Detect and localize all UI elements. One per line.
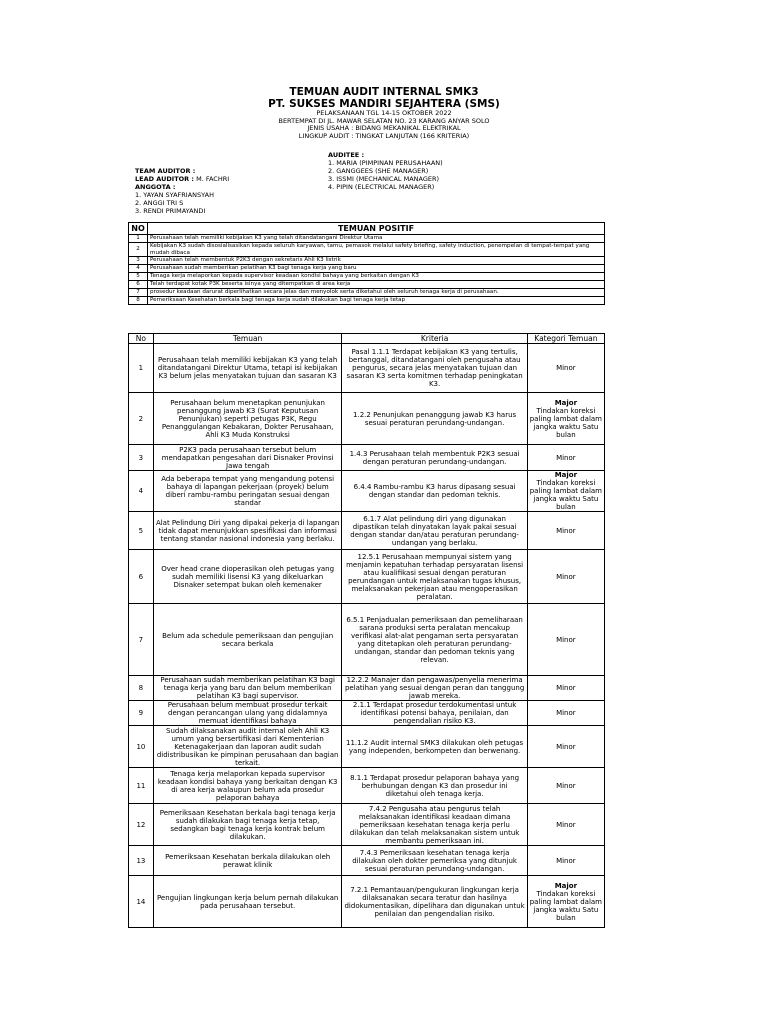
team-auditor-label: TEAM AUDITOR : bbox=[135, 167, 196, 175]
finding-text: Ada beberapa tempat yang mengandung potensi bahaya di lapangan pekerjaan (proyek) belum diberi rambu-rambu peringatan sesuai dengan standar bbox=[153, 471, 342, 512]
criteria-text: Pasal 1.1.1 Terdapat kebijakan K3 yang tertulis, bertanggal, ditandatangani oleh pengusaha atau pengurus, secara jelas menyatakan tujuan dan sasaran K3 serta komitmen terhadap peningkatan K3. bbox=[342, 344, 527, 393]
row-number: 11 bbox=[129, 768, 154, 804]
major-label: Major bbox=[554, 471, 578, 479]
finding-category bbox=[527, 804, 604, 846]
column-header-no: NO bbox=[129, 223, 148, 235]
finding-category bbox=[527, 445, 604, 471]
finding-category bbox=[527, 393, 604, 445]
table-row bbox=[129, 289, 605, 297]
team-member: 2. ANGGI TRI S bbox=[135, 199, 184, 207]
finding-category bbox=[527, 876, 604, 928]
criteria-text: 7.4.3 Pemeriksaan kesehatan tenaga kerja dilakukan oleh dokter pemeriksa yang ditunjuk sesuai peraturan perundang-undangan. bbox=[342, 846, 527, 876]
finding-text: Sudah dilaksanakan audit internal oleh Ahli K3 umum yang bersertifikasi dari Kementerian Ketenagakerjaan dan laporan audit sudah didistribusikan ke pimpinan perusahaan dan bagian terkait. bbox=[153, 726, 342, 768]
criteria-text: 11.1.2 Audit internal SMK3 dilakukan oleh petugas yang independen, berkompeten dan berwenang. bbox=[342, 726, 527, 768]
category-text: Tindakan koreksi paling lambat dalam jangka waktu Satu bulan bbox=[529, 479, 603, 511]
finding-text: Perusahaan sudah memberikan pelatihan K3 bagi tenaga kerja yang baru dan belum memberikan pelatihan K3 bagi supervisor. bbox=[153, 676, 342, 701]
row-number: 2 bbox=[129, 393, 154, 445]
finding-text: Belum ada schedule pemeriksaan dan pengujian secara berkala bbox=[153, 604, 342, 676]
criteria-text: 7.2.1 Pemantauan/pengukuran lingkungan kerja dilaksanakan secara teratur dan hasilnya didokumentasikan, dipelihara dan digunakan untuk penilaian dan pengendalian risiko. bbox=[342, 876, 527, 928]
row-number: 14 bbox=[129, 876, 154, 928]
positive-finding-text: Pemeriksaan Kesehatan berkala bagi tenaga kerja sudah dilakukan bagi tenaga kerja tetap bbox=[148, 297, 605, 305]
column-header-kriteria: Kriteria bbox=[342, 334, 527, 344]
category-text: Minor bbox=[556, 526, 576, 535]
findings-table bbox=[128, 333, 605, 928]
category-text: Tindakan koreksi paling lambat dalam jangka waktu Satu bulan bbox=[529, 406, 603, 439]
table-row bbox=[129, 297, 605, 305]
table-row bbox=[129, 445, 605, 471]
header-line: LINGKUP AUDIT : TINGKAT LANJUTAN (166 KRITERIA) bbox=[298, 131, 470, 140]
finding-category bbox=[527, 726, 604, 768]
finding-text: P2K3 pada perusahaan tersebut belum mendapatkan pengesahan dari Disnaker Provinsi Jawa tengah bbox=[153, 445, 342, 471]
row-number: 8 bbox=[129, 297, 148, 305]
row-number: 6 bbox=[129, 281, 148, 289]
document-header bbox=[0, 86, 768, 140]
finding-category bbox=[527, 550, 604, 604]
finding-text: Perusahaan belum membuat prosedur terkait dengan perancangan ulang yang didalamnya memuat identifikasi bahaya bbox=[153, 701, 342, 726]
category-text: Minor bbox=[556, 572, 576, 581]
row-number: 4 bbox=[129, 471, 154, 512]
positive-findings-table bbox=[128, 222, 605, 305]
finding-category bbox=[527, 471, 604, 512]
table-row bbox=[129, 344, 605, 393]
table-row bbox=[129, 235, 605, 243]
category-text: Minor bbox=[556, 684, 576, 692]
category-text: Minor bbox=[556, 453, 576, 462]
table-row bbox=[129, 726, 605, 768]
category-text: Tindakan koreksi paling lambat dalam jangka waktu Satu bulan bbox=[529, 889, 603, 922]
lead-auditor-line bbox=[135, 175, 229, 183]
finding-text: Pemeriksaan Kesehatan berkala dilakukan oleh perawat klinik bbox=[153, 846, 342, 876]
finding-text: Over head crane dioperasikan oleh petugas yang sudah memiliki lisensi K3 yang dikeluarkan Disnaker setempat bukan oleh kemenaker bbox=[153, 550, 342, 604]
criteria-text: 12.2.2 Manajer dan pengawas/penyelia menerima pelatihan yang sesuai dengan peran dan tanggung jawab mereka. bbox=[342, 676, 527, 701]
team-member: 1. YAYAN SYAFRIANSYAH bbox=[135, 191, 214, 199]
category-text: Minor bbox=[556, 781, 576, 790]
auditee-block bbox=[328, 151, 443, 191]
column-header-positive: TEMUAN POSITIF bbox=[148, 223, 605, 235]
table-row bbox=[129, 804, 605, 846]
category-text: Minor bbox=[556, 856, 576, 865]
row-number: 10 bbox=[129, 726, 154, 768]
major-label: Major bbox=[554, 398, 578, 407]
finding-text: Perusahaan telah memiliki kebijakan K3 yang telah ditandatangani Direktur Utama, tetapi isi kebijakan K3 belum jelas menyatakan tujuan dan sasaran K3 bbox=[153, 344, 342, 393]
finding-text: Tenaga kerja melaporkan kepada supervisor keadaan kondisi bahaya yang berkaitan dengan K3 di area kerja walaupun belum ada prosedur pelaporan bahaya bbox=[153, 768, 342, 804]
positive-finding-text: prosedur keadaan darurat diperlihatkan secara jelas dan menyolok serta diketahui oleh seluruh tenaga kerja di perusahaan. bbox=[148, 289, 605, 297]
row-number: 12 bbox=[129, 804, 154, 846]
row-number: 3 bbox=[129, 257, 148, 265]
table-row bbox=[129, 550, 605, 604]
table-row bbox=[129, 701, 605, 726]
major-label: Major bbox=[554, 881, 578, 890]
row-number: 6 bbox=[129, 550, 154, 604]
criteria-text: 1.2.2 Penunjukan penanggung jawab K3 harus sesuai peraturan perundang-undangan. bbox=[342, 393, 527, 445]
row-number: 13 bbox=[129, 846, 154, 876]
finding-category bbox=[527, 512, 604, 550]
criteria-text: 1.4.3 Perusahaan telah membentuk P2K3 sesuai dengan peraturan perundang-undangan. bbox=[342, 445, 527, 471]
table-row bbox=[129, 876, 605, 928]
positive-finding-text: Kebijakan K3 sudah disosialisasikan kepada seluruh karyawan, tamu, pemasok melalui safety briefing, safety induction, penempelan di tempat-tempat yang mudah dibaca bbox=[148, 243, 605, 257]
auditee-member: 2. GANGGEES (SHE MANAGER) bbox=[328, 167, 429, 175]
positive-finding-text: Perusahaan telah memiliki kebijakan K3 yang telah ditandatangani Direktur Utama bbox=[148, 235, 605, 243]
finding-category bbox=[527, 604, 604, 676]
positive-finding-text: Perusahaan telah membentuk P2K3 dengan sekretaris Ahli K3 listrik bbox=[148, 257, 605, 265]
finding-text: Pemeriksaan Kesehatan berkala bagi tenaga kerja sudah dilakukan bagi tenaga kerja tetap, sedangkan bagi tenaga kerja kontrak belum dilakukan. bbox=[153, 804, 342, 846]
row-number: 5 bbox=[129, 273, 148, 281]
table-row bbox=[129, 768, 605, 804]
finding-category bbox=[527, 701, 604, 726]
row-number: 2 bbox=[129, 243, 148, 257]
column-header-no: No bbox=[129, 334, 154, 344]
finding-text: Alat Pelindung Diri yang dipakai pekerja di lapangan tidak dapat menunjukkan spesifikasi dan informasi tentang standar nasional indonesia yang berlaku. bbox=[153, 512, 342, 550]
finding-category bbox=[527, 846, 604, 876]
category-text: Minor bbox=[556, 742, 576, 751]
table-row bbox=[129, 273, 605, 281]
table-row bbox=[129, 393, 605, 445]
lead-auditor-label: LEAD AUDITOR : bbox=[135, 175, 195, 183]
table-header-row bbox=[129, 334, 605, 344]
table-header-row bbox=[129, 223, 605, 235]
criteria-text: 12.5.1 Perusahaan mempunyai sistem yang menjamin kepatuhan terhadap persyaratan lisensi atau kualifikasi sesuai dengan peraturan perundangan untuk melaksanakan tugas khusus, melaksanakan pekerjaan atau mengoperasikan peralatan. bbox=[342, 550, 527, 604]
header-line: JENIS USAHA : BIDANG MEKANIKAL ELEKTRIKAL bbox=[307, 124, 461, 132]
finding-category bbox=[527, 344, 604, 393]
table-row bbox=[129, 471, 605, 512]
table-row bbox=[129, 257, 605, 265]
company-title: PT. SUKSES MANDIRI SEJAHTERA (SMS) bbox=[268, 98, 500, 110]
category-text: Minor bbox=[556, 364, 576, 372]
positive-finding-text: Perusahaan sudah memberikan pelatihan K3 bagi tenaga kerja yang baru bbox=[148, 265, 605, 273]
category-text: Minor bbox=[556, 709, 576, 717]
row-number: 3 bbox=[129, 445, 154, 471]
row-number: 8 bbox=[129, 676, 154, 701]
criteria-text: 6.5.1 Penjadualan pemeriksaan dan pemeliharaan sarana produksi serta peralatan mencakup verifikasi alat-alat pengaman serta persyaratan yang ditetapkan oleh peraturan perundang-undangan, standar dan pedoman teknis yang relevan. bbox=[342, 604, 527, 676]
column-header-temuan: Temuan bbox=[153, 334, 342, 344]
category-text: Minor bbox=[556, 820, 576, 829]
finding-category bbox=[527, 768, 604, 804]
criteria-text: 8.1.1 Terdapat prosedur pelaporan bahaya yang berhubungan dengan K3 dan prosedur ini diketahui oleh tenaga kerja. bbox=[342, 768, 527, 804]
auditee-label: AUDITEE : bbox=[328, 151, 365, 159]
category-text: Minor bbox=[556, 635, 576, 644]
header-line: BERTEMPAT DI JL. MAWAR SELATAN NO. 23 KARANG ANYAR SOLO bbox=[278, 116, 490, 125]
row-number: 9 bbox=[129, 701, 154, 726]
auditee-member: 3. ISSMI (MECHANICAL MANAGER) bbox=[328, 175, 440, 183]
auditee-member: 4. PIPIN (ELECTRICAL MANAGER) bbox=[328, 183, 435, 191]
table-row bbox=[129, 243, 605, 257]
finding-text: Perusahaan belum menetapkan penunjukan penanggung jawab K3 (Surat Keputusan Penunjukan) seperti petugas P3K, Regu Penanggulangan Kebakaran, Dokter Perusahaan, Ahli K3 Muda Konstruksi bbox=[153, 393, 342, 445]
row-number: 5 bbox=[129, 512, 154, 550]
criteria-text: 7.4.2 Pengusaha atau pengurus telah melaksanakan identifikasi keadaan dimana pemeriksaan kesehatan tenaga kerja perlu dilakukan dan telah melaksanakan sistem untuk membantu pemeriksaan ini. bbox=[342, 804, 527, 846]
table-row bbox=[129, 265, 605, 273]
table-row bbox=[129, 846, 605, 876]
criteria-text: 6.4.4 Rambu-rambu K3 harus dipasang sesuai dengan standar dan pedoman teknis. bbox=[342, 471, 527, 512]
finding-category bbox=[527, 676, 604, 701]
finding-text: Pengujian lingkungan kerja belum pernah dilakukan pada perusahaan tersebut. bbox=[153, 876, 342, 928]
row-number: 1 bbox=[129, 344, 154, 393]
positive-finding-text: Telah terdapat kotak P3K beserta isinya yang ditempatkan di area kerja bbox=[148, 281, 605, 289]
table-row bbox=[129, 512, 605, 550]
positive-finding-text: Tenaga kerja melaporkan kepada supervisor keadaan kondisi bahaya yang berkaitan dengan K3 bbox=[148, 273, 605, 281]
row-number: 7 bbox=[129, 289, 148, 297]
row-number: 7 bbox=[129, 604, 154, 676]
table-row bbox=[129, 676, 605, 701]
header-line: PELAKSANAAN TGL 14-15 OKTOBER 2022 bbox=[316, 109, 452, 117]
column-header-kategori: Kategori Temuan bbox=[527, 334, 604, 344]
row-number: 4 bbox=[129, 265, 148, 273]
table-row bbox=[129, 604, 605, 676]
table-row bbox=[129, 281, 605, 289]
team-auditor-block bbox=[135, 167, 229, 215]
criteria-text: 2.1.1 Terdapat prosedur terdokumentasi untuk identifikasi potensi bahaya, penilaian, dan pengendalian risiko K3. bbox=[342, 701, 527, 726]
team-member: 3. RENDI PRIMAYANDI bbox=[135, 207, 206, 215]
criteria-text: 6.1.7 Alat pelindung diri yang digunakan dipastikan telah dinyatakan layak pakai sesuai dengan standar dan/atau peraturan perundang-undangan yang berlaku. bbox=[342, 512, 527, 550]
row-number: 1 bbox=[129, 235, 148, 243]
anggota-label: ANGGOTA : bbox=[135, 183, 176, 191]
auditee-member: 1. MARIA (PIMPINAN PERUSAHAAN) bbox=[328, 159, 443, 167]
lead-auditor-name: M. FACHRI bbox=[194, 175, 230, 183]
document-title: TEMUAN AUDIT INTERNAL SMK3 bbox=[289, 86, 479, 98]
